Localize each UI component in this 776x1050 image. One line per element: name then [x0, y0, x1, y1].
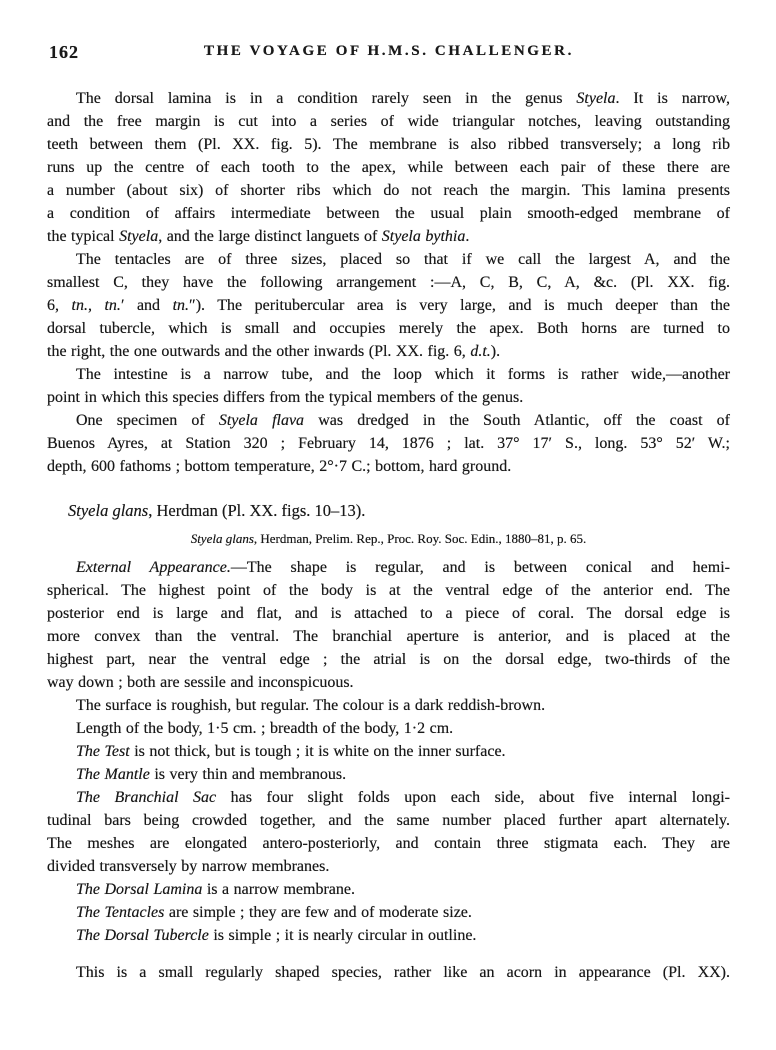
text-line: spherical. The highest point of the body is at the ventral edge of the anterior end. The — [47, 582, 730, 599]
text-line: The Test is not thick, but is tough ; it is white on the inner surface. — [76, 743, 506, 760]
text-line: The Branchial Sac has four slight folds upon each side, about five internal longi- — [76, 789, 730, 806]
text-line: a number (about six) of shorter ribs which do not reach the margin. This lamina presents — [47, 182, 730, 199]
text-line: Length of the body, 1·5 cm. ; breadth of the body, 1·2 cm. — [76, 720, 454, 737]
synonymy-citation: Styela glans, Herdman, Prelim. Rep., Proc. Roy. Soc. Edin., 1880–81, p. 65. — [190, 531, 587, 546]
para-dorsal-tubercle — [47, 924, 730, 947]
text-line: posterior end is large and flat, and is attached to a piece of coral. The dorsal edge is — [47, 605, 730, 622]
page-number: 162 — [49, 42, 79, 62]
text-line: The Mantle is very thin and membranous. — [76, 766, 347, 783]
text-line: a condition of affairs intermediate between the usual plain smooth-edged membrane of — [47, 205, 730, 222]
text-line: dorsal tubercle, which is small and occupies merely the apex. Both horns are turned to — [47, 320, 730, 337]
para-dorsal-lamina-desc — [47, 878, 730, 901]
text-line: External Appearance.—The shape is regular, and is between conical and hemi- — [76, 559, 731, 576]
text-line: The Tentacles are simple ; they are few and of moderate size. — [76, 904, 472, 921]
para-branchial-sac — [47, 786, 730, 878]
para-dorsal-lamina — [47, 87, 730, 248]
text-block — [47, 87, 730, 984]
text-line: the right, the one outwards and the other inwards (Pl. XX. fig. 6, d.t.). — [47, 343, 501, 360]
para-summary — [47, 961, 730, 984]
para-dimensions — [47, 717, 730, 740]
para-intestine — [47, 363, 730, 409]
text-line: The Dorsal Tubercle is simple ; it is nearly circular in outline. — [76, 927, 477, 944]
para-test — [47, 740, 730, 763]
running-head — [47, 42, 731, 64]
text-line: smallest C, they have the following arrangement :—A, C, B, C, A, &c. (Pl. XX. fig. — [47, 274, 730, 291]
text-line: This is a small regularly shaped species, rather like an acorn in appearance (Pl. XX). — [76, 964, 730, 981]
running-title: THE VOYAGE OF H.M.S. CHALLENGER. — [204, 43, 574, 59]
text-line: point in which this species differs from the typical members of the genus. — [47, 389, 524, 406]
text-line: The intestine is a narrow tube, and the loop which it forms is rather wide,—another — [76, 366, 730, 383]
text-line: The Dorsal Lamina is a narrow membrane. — [76, 881, 355, 898]
text-line: more convex than the ventral. The branchial aperture is anterior, and is placed at the — [47, 628, 730, 645]
text-line: way down ; both are sessile and inconspicuous. — [47, 674, 354, 691]
para-external-appearance — [47, 556, 730, 694]
text-line: The dorsal lamina is in a condition rarely seen in the genus Styela. It is narrow, — [76, 90, 730, 107]
text-line: The meshes are elongated antero-posteriorly, and contain three stigmata each. They are — [47, 835, 730, 852]
species-heading-styela-glans: Styela glans, Herdman (Pl. XX. figs. 10–13). — [68, 501, 366, 520]
text-line: The surface is roughish, but regular. The colour is a dark reddish-brown. — [76, 697, 546, 714]
text-line: The tentacles are of three sizes, placed so that if we call the largest A, and the — [76, 251, 730, 268]
text-line: divided transversely by narrow membranes. — [47, 858, 330, 875]
para-tentacles-desc — [47, 901, 730, 924]
para-mantle — [47, 763, 730, 786]
para-surface-colour — [47, 694, 730, 717]
text-line: runs up the centre of each tooth to the apex, while between each pair of these there are — [47, 159, 730, 176]
text-line: the typical Styela, and the large distinct languets of Styela bythia. — [47, 228, 470, 245]
text-line: highest part, near the ventral edge ; the atrial is on the dorsal edge, two-thirds of the — [47, 651, 730, 668]
text-line: Buenos Ayres, at Station 320 ; February 14, 1876 ; lat. 37° 17′ S., long. 53° 52′ W.; — [47, 435, 730, 452]
text-line: One specimen of Styela flava was dredged in the South Atlantic, off the coast of — [76, 412, 730, 429]
text-line: and the free margin is cut into a series of wide triangular notches, leaving outstanding — [47, 113, 730, 130]
text-line: depth, 600 fathoms ; bottom temperature, 2°·7 C.; bottom, hard ground. — [47, 458, 512, 475]
text-line: teeth between them (Pl. XX. fig. 5). The membrane is also ribbed transversely; a long rib — [47, 136, 730, 153]
para-tentacles-arrangement — [47, 248, 730, 363]
text-line: tudinal bars being crowded together, and the same number placed further apart alternately. — [47, 812, 730, 829]
text-line: 6, tn., tn.′ and tn.″). The peritubercular area is very large, and is much deeper than the — [47, 297, 730, 314]
para-specimen-locality — [47, 409, 730, 478]
